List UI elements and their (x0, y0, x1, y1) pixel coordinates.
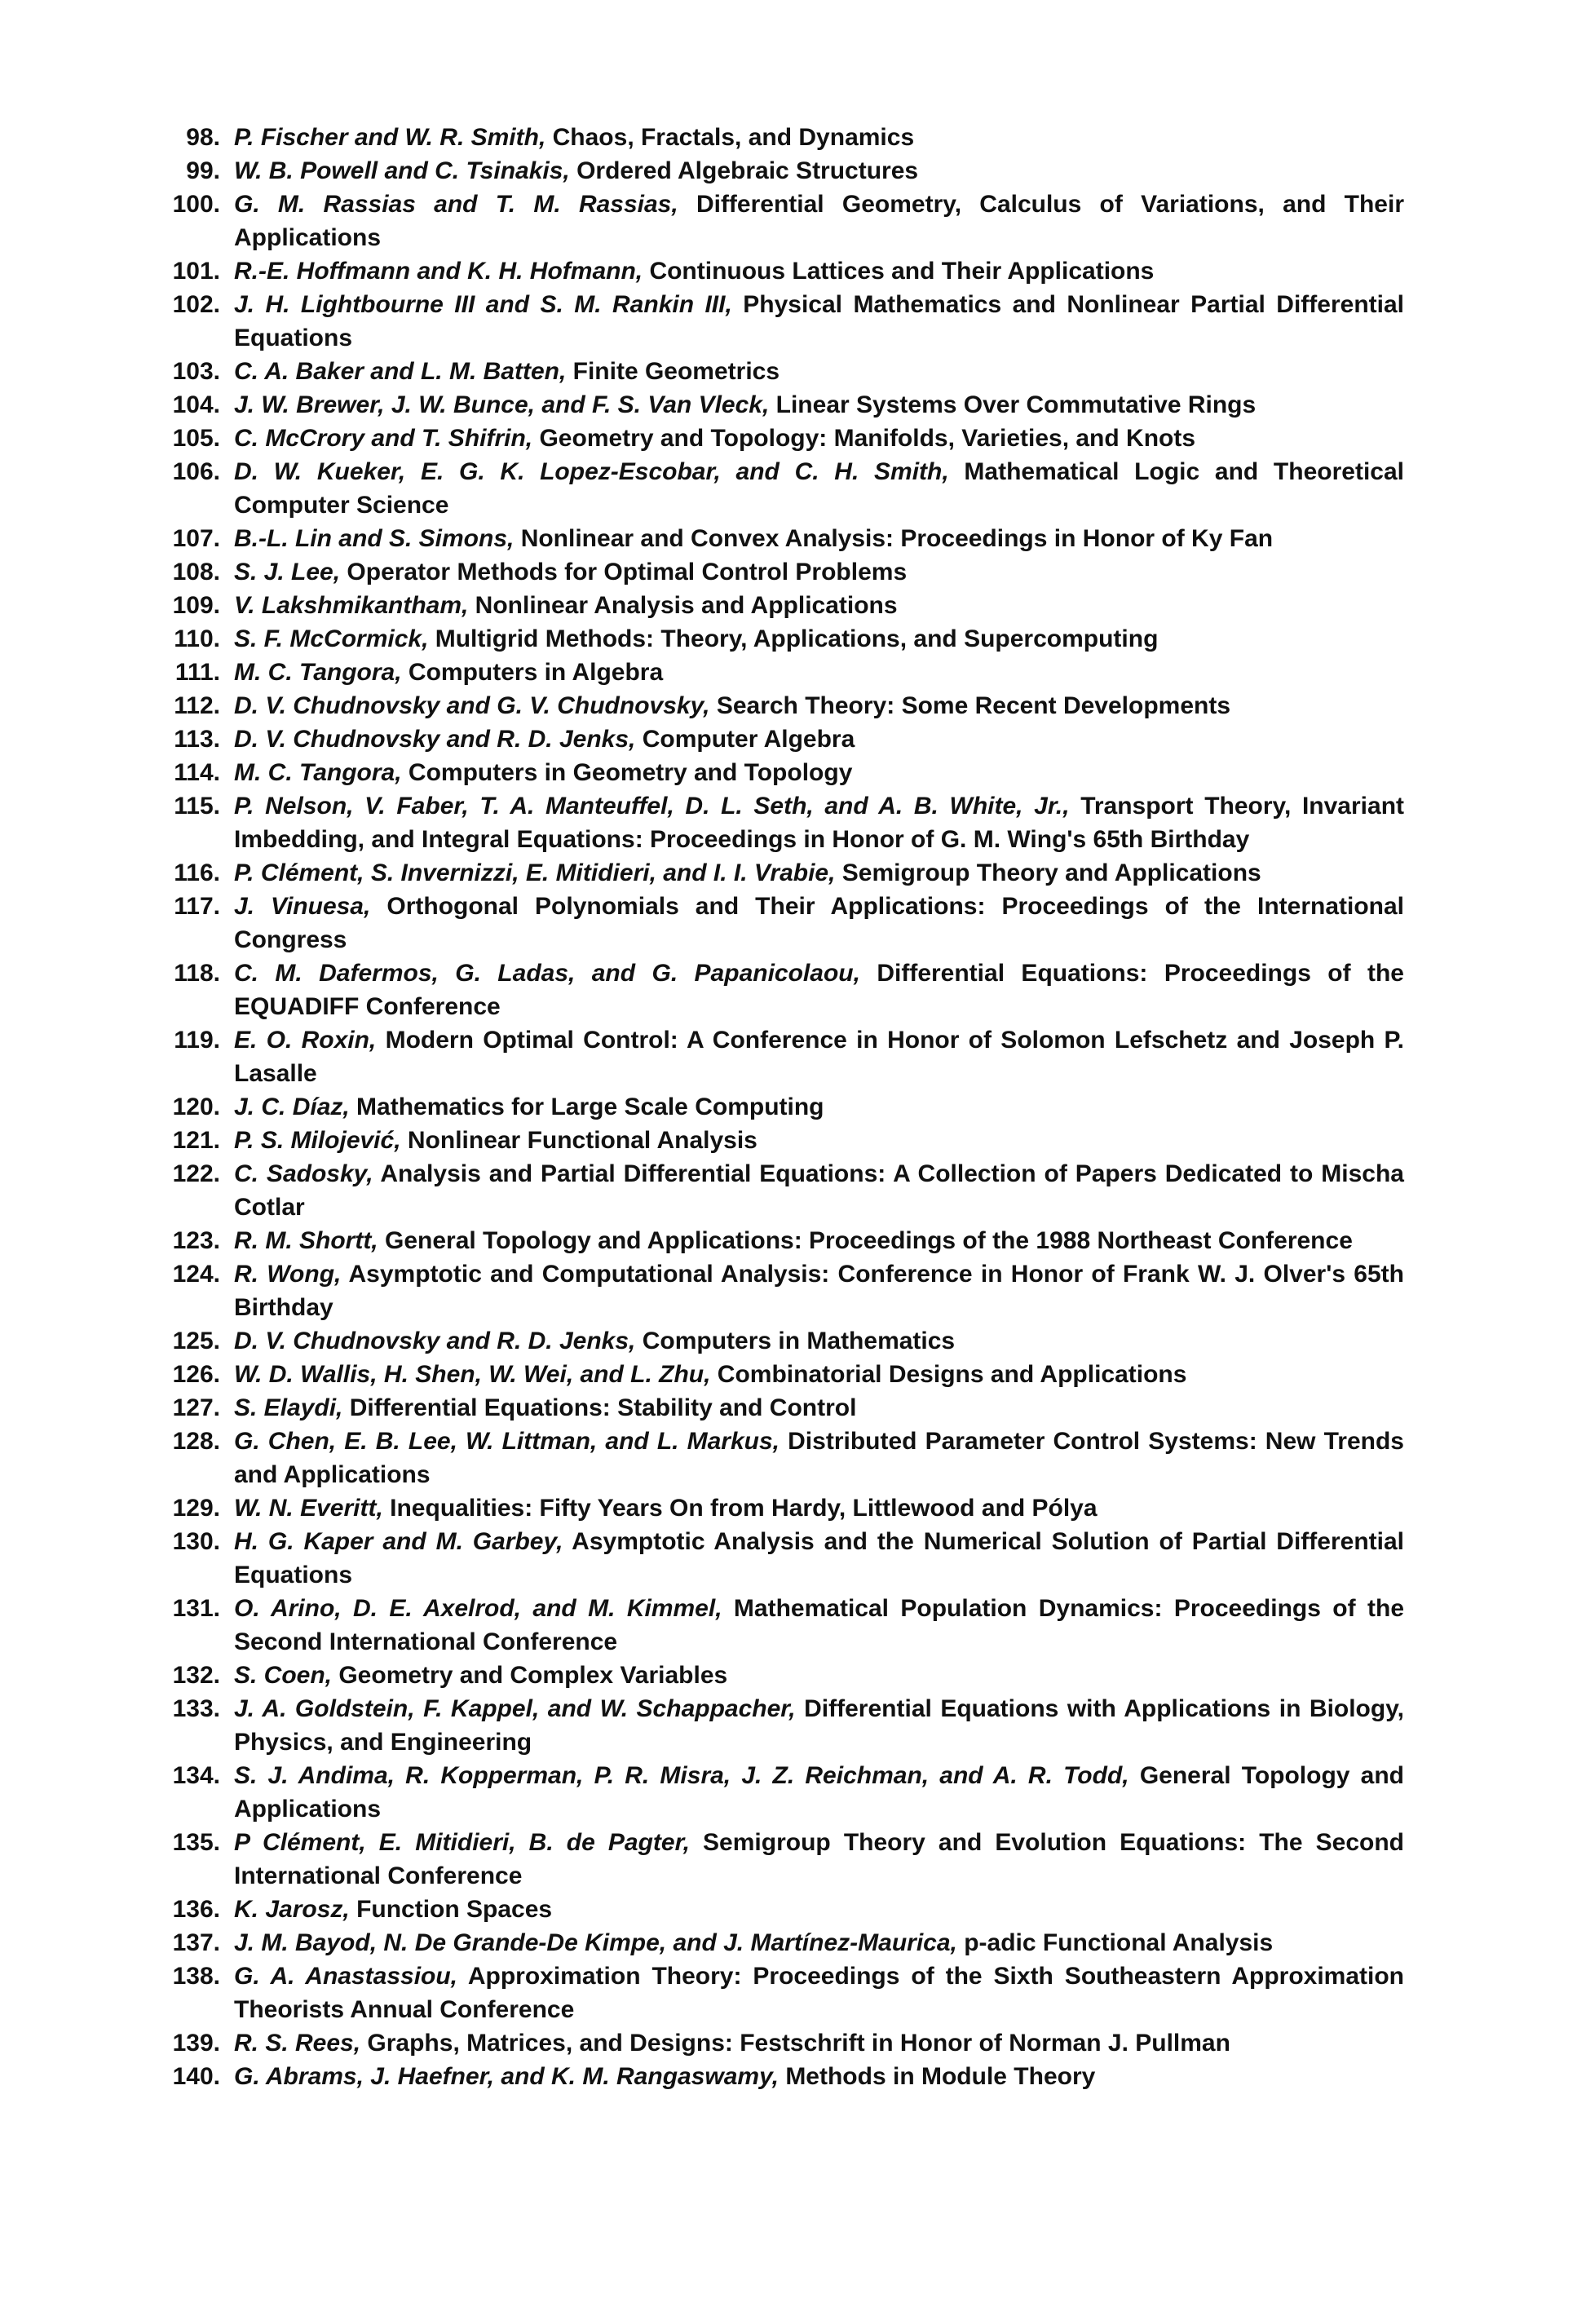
series-entry (0, 890, 1590, 957)
series-entry (0, 689, 1590, 722)
entry-text (234, 1324, 1404, 1358)
entry-text (234, 1826, 1404, 1893)
entry-authors: S. Elaydi, (234, 1394, 343, 1421)
entry-title: Nonlinear Functional Analysis (400, 1127, 757, 1154)
entry-title: Differential Equations: Proceedings of the EQUADIFF Conference (234, 960, 1404, 1020)
entry-number: 123. (172, 1227, 220, 1254)
entry-title: Distributed Parameter Control Systems: New Trends and Applications (234, 1428, 1404, 1488)
entry-text (234, 1257, 1404, 1324)
entry-title: Inequalities: Fifty Years On from Hardy, Littlewood and Pólya (382, 1495, 1098, 1522)
entry-text (234, 1926, 1404, 1959)
entry-title: General Topology and Applications (234, 1762, 1405, 1823)
entry-authors: G. Abrams, J. Haefner, and K. M. Rangaswamy, (234, 2063, 779, 2090)
entry-text (234, 2026, 1404, 2060)
entry-text (234, 1525, 1404, 1592)
entry-title: Geometry and Topology: Manifolds, Varieties, and Knots (532, 425, 1196, 452)
series-entry (0, 2026, 1590, 2060)
series-entry (0, 1257, 1590, 1324)
entry-text (234, 1692, 1404, 1759)
entry-title: Search Theory: Some Recent Developments (709, 692, 1231, 719)
entry-title: Modern Optimal Control: A Conference in Honor of Solomon Lefschetz and Joseph P. Lasalle (234, 1027, 1405, 1087)
entry-authors: V. Lakshmikantham, (234, 592, 469, 619)
entry-authors: J. Vinuesa, (234, 893, 371, 920)
entry-title: Methods in Module Theory (778, 2063, 1096, 2090)
entry-text (234, 1759, 1404, 1826)
entry-title: Graphs, Matrices, and Designs: Festschrift in Honor of Norman J. Pullman (360, 2030, 1230, 2057)
series-entry (0, 789, 1590, 856)
entry-authors: C. Sadosky, (234, 1160, 373, 1187)
entry-number: 109. (172, 592, 220, 619)
entry-authors: J. C. Díaz, (234, 1094, 350, 1120)
entry-number: 115. (174, 793, 220, 820)
entry-number: 128. (172, 1428, 220, 1455)
series-entry (0, 756, 1590, 789)
entry-number: 102. (172, 291, 220, 318)
series-list (0, 121, 1590, 2093)
entry-title: Computers in Algebra (401, 659, 664, 686)
entry-authors: P Clément, E. Mitidieri, B. de Pagter, (234, 1829, 690, 1856)
entry-title: Orthogonal Polynomials and Their Applications: Proceedings of the International Congress (234, 893, 1404, 953)
entry-title: Nonlinear Analysis and Applications (468, 592, 898, 619)
entry-authors: W. N. Everitt, (234, 1495, 383, 1522)
entry-title: Differential Equations: Stability and Control (342, 1394, 857, 1421)
entry-number: 104. (172, 391, 220, 418)
entry-title: Differential Geometry, Calculus of Variations, and Their Applications (234, 191, 1404, 251)
series-entry (0, 1391, 1590, 1425)
entry-text (234, 756, 1404, 789)
series-entry (0, 288, 1590, 355)
entry-title: Geometry and Complex Variables (332, 1662, 728, 1689)
series-entry (0, 1124, 1590, 1157)
entry-authors: S. Coen, (234, 1662, 333, 1689)
series-entry (0, 355, 1590, 388)
entry-number: 122. (172, 1160, 220, 1187)
entry-title: General Topology and Applications: Proceedings of the 1988 Northeast Conference (378, 1227, 1353, 1254)
entry-text (234, 856, 1404, 890)
entry-text (234, 254, 1404, 288)
series-entry (0, 1826, 1590, 1893)
entry-number: 134. (172, 1762, 220, 1789)
entry-title: Asymptotic and Computational Analysis: Conference in Honor of Frank W. J. Olver's 65th Birthday (234, 1261, 1404, 1321)
entry-authors: G. M. Rassias and T. M. Rassias, (234, 191, 678, 218)
entry-number: 138. (172, 1963, 220, 1990)
series-entry (0, 455, 1590, 522)
entry-title: Analysis and Partial Differential Equations: A Collection of Papers Dedicated to Mischa Cotlar (234, 1160, 1404, 1221)
series-entry (0, 388, 1590, 422)
entry-number: 103. (172, 358, 220, 385)
series-entry (0, 2060, 1590, 2093)
entry-title: Approximation Theory: Proceedings of the Sixth Southeastern Approximation Theorists Annual Conference (234, 1963, 1404, 2023)
entry-authors: M. C. Tangora, (234, 659, 402, 686)
entry-number: 116. (174, 859, 220, 886)
entry-authors: D. W. Kueker, E. G. K. Lopez-Escobar, and C. H. Smith, (234, 458, 949, 485)
entry-authors: J. W. Brewer, J. W. Bunce, and F. S. Van Vleck, (234, 391, 770, 418)
entry-number: 127. (172, 1394, 220, 1421)
entry-number: 139. (172, 2030, 220, 2057)
entry-number: 129. (172, 1495, 220, 1522)
series-entry (0, 422, 1590, 455)
entry-authors: S. J. Lee, (234, 559, 341, 585)
series-entry (0, 254, 1590, 288)
series-entry (0, 188, 1590, 254)
entry-authors: D. V. Chudnovsky and G. V. Chudnovsky, (234, 692, 710, 719)
entry-number: 126. (172, 1361, 220, 1388)
entry-number: 140. (172, 2063, 220, 2090)
entry-title: Finite Geometrics (566, 358, 780, 385)
entry-authors: W. B. Powell and C. Tsinakis, (234, 157, 570, 184)
entry-authors: B.-L. Lin and S. Simons, (234, 525, 515, 552)
entry-number: 135. (172, 1829, 220, 1856)
entry-title: Chaos, Fractals, and Dynamics (545, 124, 915, 151)
entry-authors: J. H. Lightbourne III and S. M. Rankin III, (234, 291, 732, 318)
entry-title: Semigroup Theory and Applications (835, 859, 1261, 886)
entry-text (234, 1391, 1404, 1425)
entry-authors: R. Wong, (234, 1261, 342, 1288)
entry-authors: P. Clément, S. Invernizzi, E. Mitidieri, and I. I. Vrabie, (234, 859, 836, 886)
series-entry (0, 589, 1590, 622)
series-entry (0, 121, 1590, 154)
entry-number: 118. (174, 960, 220, 987)
series-entry (0, 1224, 1590, 1257)
entry-number: 114. (174, 759, 220, 786)
series-entry (0, 555, 1590, 589)
series-entry (0, 1324, 1590, 1358)
entry-number: 131. (172, 1595, 220, 1622)
entry-authors: C. McCrory and T. Shifrin, (234, 425, 533, 452)
entry-authors: E. O. Roxin, (234, 1027, 377, 1054)
entry-title: Nonlinear and Convex Analysis: Proceedings in Honor of Ky Fan (514, 525, 1274, 552)
entry-title: Physical Mathematics and Nonlinear Partial Differential Equations (234, 291, 1404, 351)
entry-title: Computers in Mathematics (635, 1328, 956, 1354)
entry-text (234, 1224, 1404, 1257)
series-entry (0, 1959, 1590, 2026)
entry-text (234, 555, 1404, 589)
series-entry (0, 1090, 1590, 1124)
entry-text (234, 1592, 1404, 1659)
entry-authors: D. V. Chudnovsky and R. D. Jenks, (234, 726, 636, 753)
entry-text (234, 1124, 1404, 1157)
entry-text (234, 1023, 1404, 1090)
entry-title: Asymptotic Analysis and the Numerical Solution of Partial Differential Equations (234, 1528, 1404, 1588)
entry-number: 106. (172, 458, 220, 485)
entry-number: 132. (172, 1662, 220, 1689)
entry-text (234, 1959, 1404, 2026)
entry-number: 101. (172, 258, 220, 285)
entry-authors: S. J. Andima, R. Kopperman, P. R. Misra, J. Z. Reichman, and A. R. Todd, (234, 1762, 1129, 1789)
entry-number: 125. (172, 1328, 220, 1354)
entry-authors: H. G. Kaper and M. Garbey, (234, 1528, 563, 1555)
entry-authors: W. D. Wallis, H. Shen, W. Wei, and L. Zhu, (234, 1361, 711, 1388)
entry-text (234, 890, 1404, 957)
entry-number: 136. (172, 1896, 220, 1923)
entry-title: Function Spaces (349, 1896, 553, 1923)
entry-number: 130. (172, 1528, 220, 1555)
entry-authors: R.-E. Hoffmann and K. H. Hofmann, (234, 258, 643, 285)
entry-authors: R. M. Shortt, (234, 1227, 378, 1254)
entry-number: 112. (174, 692, 220, 719)
series-entry (0, 1893, 1590, 1926)
entry-number: 119. (174, 1027, 220, 1054)
entry-title: Linear Systems Over Commutative Rings (769, 391, 1257, 418)
series-entry (0, 1692, 1590, 1759)
entry-title: Mathematics for Large Scale Computing (349, 1094, 824, 1120)
entry-number: 120. (172, 1094, 220, 1120)
entry-title: Transport Theory, Invariant Imbedding, and Integral Equations: Proceedings in Honor of G. M. Wing's 65th Birthday (234, 793, 1405, 853)
entry-authors: J. A. Goldstein, F. Kappel, and W. Schappacher, (234, 1695, 796, 1722)
entry-text (234, 1425, 1404, 1491)
entry-text (234, 622, 1404, 656)
entry-text (234, 121, 1404, 154)
entry-text (234, 455, 1404, 522)
series-entry (0, 1525, 1590, 1592)
series-entry (0, 1926, 1590, 1959)
series-entry (0, 1592, 1590, 1659)
entry-text (234, 1491, 1404, 1525)
entry-text (234, 388, 1404, 422)
entry-title: Differential Equations with Applications in Biology, Physics, and Engineering (234, 1695, 1405, 1756)
entry-number: 113. (174, 726, 220, 753)
entry-authors: G. A. Anastassiou, (234, 1963, 458, 1990)
entry-number: 124. (172, 1261, 220, 1288)
series-entry (0, 656, 1590, 689)
entry-number: 137. (172, 1929, 220, 1956)
series-entry (0, 1023, 1590, 1090)
entry-text (234, 589, 1404, 622)
entry-authors: P. Nelson, V. Faber, T. A. Manteuffel, D. L. Seth, and A. B. White, Jr., (234, 793, 1070, 820)
entry-authors: D. V. Chudnovsky and R. D. Jenks, (234, 1328, 636, 1354)
entry-text (234, 689, 1404, 722)
entry-authors: K. Jarosz, (234, 1896, 350, 1923)
entry-number: 107. (172, 525, 220, 552)
entry-authors: J. M. Bayod, N. De Grande-De Kimpe, and J. Martínez-Maurica, (234, 1929, 957, 1956)
series-entry (0, 957, 1590, 1023)
entry-title: Multigrid Methods: Theory, Applications, and Supercomputing (428, 625, 1159, 652)
entry-title: Combinatorial Designs and Applications (710, 1361, 1187, 1388)
entry-text (234, 355, 1404, 388)
entry-number: 100. (172, 191, 220, 218)
series-entry (0, 722, 1590, 756)
entry-text (234, 1893, 1404, 1926)
entry-title: Mathematical Logic and Theoretical Computer Science (234, 458, 1404, 519)
entry-number: 111. (174, 659, 220, 686)
entry-number: 133. (172, 1695, 220, 1722)
entry-title: Operator Methods for Optimal Control Problems (340, 559, 908, 585)
entry-text (234, 2060, 1404, 2093)
entry-text (234, 1090, 1404, 1124)
entry-text (234, 1659, 1404, 1692)
series-entry (0, 1491, 1590, 1525)
series-entry (0, 154, 1590, 188)
entry-authors: R. S. Rees, (234, 2030, 361, 2057)
series-entry (0, 1358, 1590, 1391)
entry-text (234, 722, 1404, 756)
entry-authors: O. Arino, D. E. Axelrod, and M. Kimmel, (234, 1595, 722, 1622)
entry-text (234, 522, 1404, 555)
entry-number: 121. (172, 1127, 220, 1154)
entry-text (234, 288, 1404, 355)
series-entry (0, 1425, 1590, 1491)
entry-number: 110. (174, 625, 220, 652)
entry-number: 99. (186, 157, 220, 184)
series-entry (0, 622, 1590, 656)
entry-number: 105. (172, 425, 220, 452)
entry-authors: C. A. Baker and L. M. Batten, (234, 358, 567, 385)
entry-number: 98. (186, 124, 220, 151)
entry-title: p-adic Functional Analysis (956, 1929, 1274, 1956)
entry-text (234, 188, 1404, 254)
entry-number: 117. (174, 893, 220, 920)
entry-text (234, 1358, 1404, 1391)
entry-authors: C. M. Dafermos, G. Ladas, and G. Papanicolaou, (234, 960, 860, 987)
entry-title: Mathematical Population Dynamics: Proceedings of the Second International Conference (234, 1595, 1405, 1655)
entry-title: Computer Algebra (635, 726, 855, 753)
entry-title: Ordered Algebraic Structures (569, 157, 919, 184)
entry-authors: G. Chen, E. B. Lee, W. Littman, and L. Markus, (234, 1428, 780, 1455)
entry-authors: S. F. McCormick, (234, 625, 429, 652)
series-entry (0, 1659, 1590, 1692)
entry-text (234, 1157, 1404, 1224)
entry-text (234, 422, 1404, 455)
series-entry (0, 522, 1590, 555)
entry-authors: M. C. Tangora, (234, 759, 402, 786)
series-entry (0, 856, 1590, 890)
entry-authors: P. Fischer and W. R. Smith, (234, 124, 546, 151)
entry-title: Continuous Lattices and Their Applications (643, 258, 1155, 285)
entry-text (234, 154, 1404, 188)
entry-title: Semigroup Theory and Evolution Equations: The Second International Conference (234, 1829, 1405, 1889)
series-entry (0, 1157, 1590, 1224)
series-entry (0, 1759, 1590, 1826)
entry-text (234, 656, 1404, 689)
entry-text (234, 957, 1404, 1023)
entry-number: 108. (172, 559, 220, 585)
entry-text (234, 789, 1404, 856)
entry-authors: P. S. Milojević, (234, 1127, 401, 1154)
entry-title: Computers in Geometry and Topology (401, 759, 853, 786)
